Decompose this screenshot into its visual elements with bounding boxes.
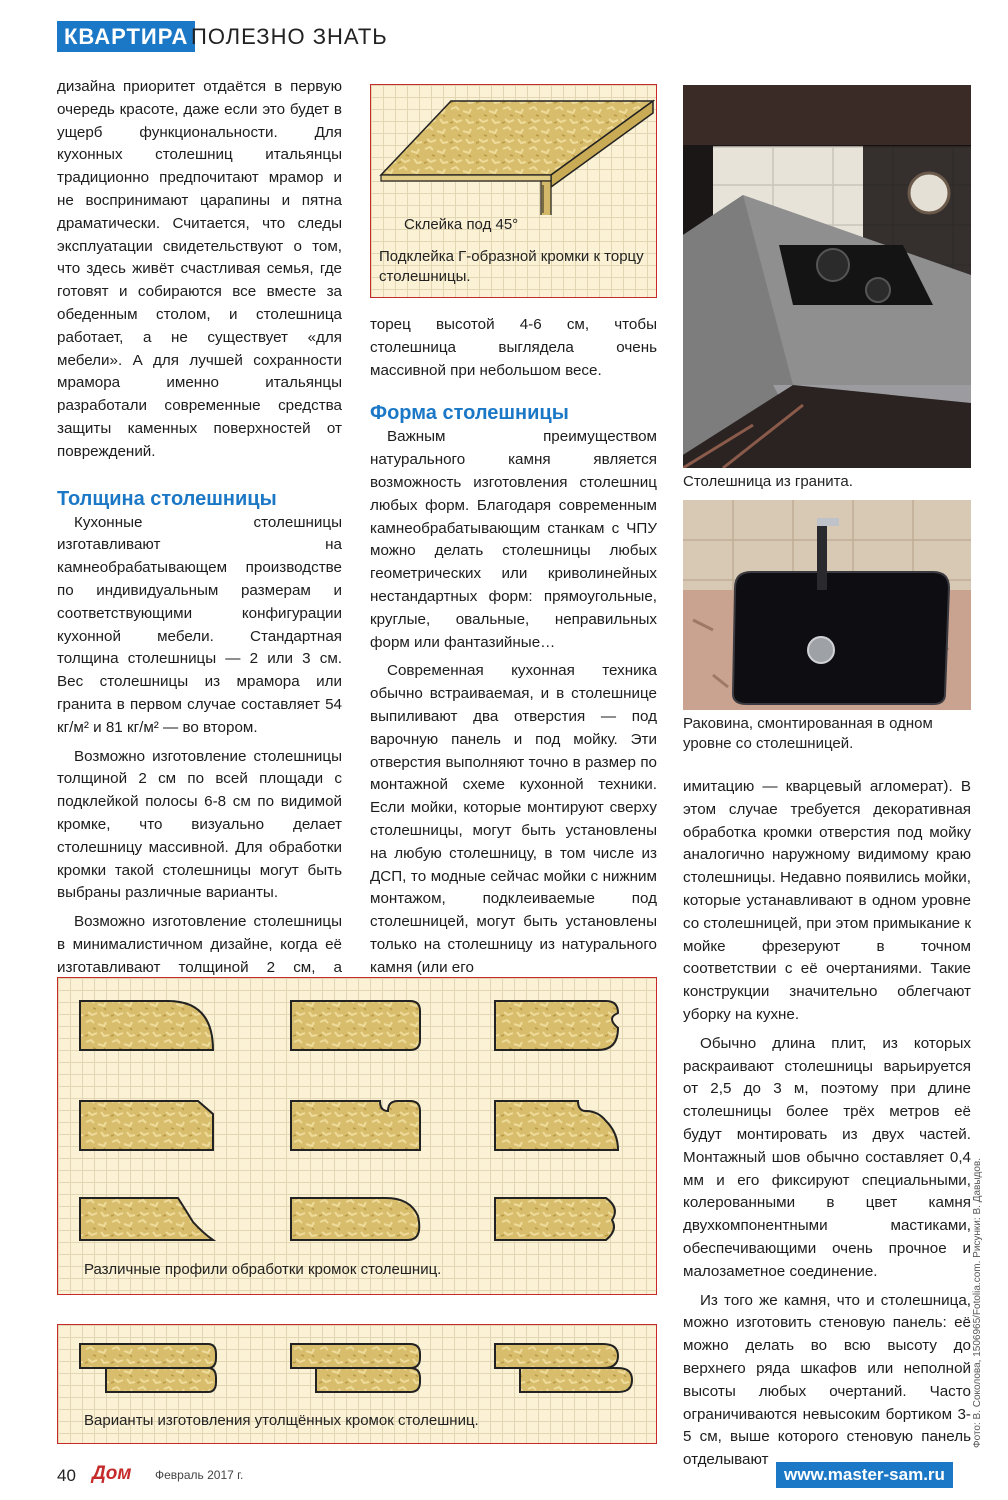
website-link[interactable]: www.master-sam.ru — [776, 1462, 953, 1488]
col3-paragraph-1: имитацию — кварцевый агломерат). В этом случае требуется декоративная обработка кромки отверстия под мойку аналогично наружному видимому краю столешницы. Недавно появились мойки, которые устанавливают в одном уровне со столешницей, при этом примыкание к мойке фрезеруют в точном соответствии с её очертаниями. Такие конструкции значительно облегчают уборку на кухне. — [683, 778, 971, 1023]
thick-edges-drawing — [58, 1325, 655, 1405]
profile-8 — [291, 1198, 419, 1240]
profile-5 — [291, 1101, 420, 1150]
profile-3 — [495, 1001, 618, 1050]
col3-paragraph-2: Обычно длина плит, из которых раскраивают столешницы варьируется от 2,5 до 3 м, поэтому при длине столешницы более трёх метров её будут монтировать из двух частей. Монтажный шов обычно составляет 0,4 мм и его фиксируют специальными, колерованными в цвет камня двухкомпонентными мастиками, обеспечивающими очень прочное и малозаметное соединение. — [683, 1034, 971, 1280]
thick-edge-3 — [495, 1344, 618, 1368]
section-title: ПОЛЕЗНО ЗНАТЬ — [191, 24, 388, 49]
l-edge-diagram — [370, 84, 657, 298]
thick-edge-1b — [106, 1368, 216, 1392]
col1-paragraph-4: Возможно изготовление столешницы в минималистичном дизайне, когда её изготавливают толщиной 2 см, а — [57, 913, 342, 976]
magazine-logo: Дом — [92, 1463, 132, 1484]
sink-photo-caption: Раковина, смонтированная в одном уровне со столешницей. — [683, 715, 933, 752]
col1-paragraph-3: Возможно изготовление столешницы толщиной 2 см по всей площади с подклейкой полосы 6-8 см по видимой кромке, что визуально делает столешницу массивной. Для обработки кромки такой столешницы могут быть выбраны различные варианты. — [57, 747, 342, 902]
profile-9 — [495, 1198, 615, 1240]
sink-image — [683, 500, 971, 710]
glue-label: Склейка под 45° — [404, 216, 519, 233]
col1-paragraph-1: дизайна приоритет отдаётся в первую очередь красоте, даже если это будет в ущерб функциональности. Для кухонных столешниц итальянцы традиционно предпочитают мрамор и не воспринимают царапины и пятна драматически. Считается, что следы эксплуатации свидетельствуют о том, что здесь живёт счастливая семья, где готовят и собираются все вместе за обеденным столом, и столешница работает, а не существует «для мебели». А для лучшей сохранности мрамора именно итальянцы разработали современные средства защиты каменных поверхностей от повреждений. — [57, 78, 342, 460]
column-1 — [57, 76, 342, 1025]
column-2 — [370, 314, 657, 980]
col1-paragraph-2: Кухонные столешницы изготавливают на камнеобрабатывающем производстве по индивидуальным размерам и соответствующими конфигурации кухонной мебели. Стандартная толщина столешницы — 2 или 3 см. Вес столешницы из мрамора или гранита в первом случае составляет 54 кг/м² и 81 кг/м² — во втором. — [57, 513, 342, 736]
section-tag: КВАРТИРА — [57, 21, 195, 52]
edge-profiles-caption: Различные профили обработки кромок столешниц. — [84, 1261, 442, 1278]
thick-edge-3b — [520, 1368, 632, 1392]
granite-countertop-photo — [683, 85, 971, 468]
thick-edge-1 — [80, 1344, 216, 1368]
edge-profiles-drawing — [58, 978, 655, 1248]
profile-7 — [80, 1198, 213, 1240]
profile-2 — [291, 1001, 420, 1050]
heading-shape: Форма столешницы — [370, 402, 569, 425]
profile-6 — [495, 1101, 618, 1150]
column-3 — [683, 776, 971, 1472]
heading-thickness: Толщина столешницы — [57, 487, 277, 510]
edge-profiles-diagram — [57, 977, 657, 1295]
col2-paragraph-1: торец высотой 4-6 см, чтобы столешница выглядела очень массивной при небольшом весе. — [370, 316, 657, 379]
profile-4 — [80, 1101, 213, 1150]
granite-countertop-image — [683, 85, 971, 468]
sink-photo — [683, 500, 971, 710]
photo-credits: Фото: В. Соколова, 1506965/Fotolia.com. Рисунки: В. Давыдов. — [972, 1158, 983, 1448]
col3-paragraph-3: Из того же камня, что и столешница, можно изготовить стеновую панель: её можно делать во всю высоту до верхнего ряда шкафов или неполной высоты любых очертаний. Часто ограничиваются невысоким бортиком 3-5 см, выше которого стеновую панель отделывают — [683, 1291, 971, 1469]
thick-edge-2b — [316, 1368, 420, 1392]
granite-photo-caption: Столешница из гранита. — [683, 473, 853, 490]
l-edge-drawing — [371, 85, 655, 215]
page-number: 40 — [57, 1466, 76, 1485]
thick-edge-2 — [291, 1344, 420, 1368]
l-edge-caption: Подклейка Г-образной кромки к торцу столешницы. — [379, 248, 644, 285]
issue-date: Февраль 2017 г. — [155, 1468, 244, 1482]
profile-1 — [80, 1001, 213, 1050]
col2-paragraph-2: Важным преимуществом натурального камня является возможность изготовления столешниц любых форм. Благодаря современным камнеобрабатывающим станкам с ЧПУ можно делать столешницы любых геометрических или криволинейных нестандартных форм: прямоугольные, круглые, овальные, неправильных форм или фантазийные… — [370, 428, 657, 651]
thick-edges-diagram — [57, 1324, 657, 1444]
thick-edges-caption: Варианты изготовления утолщённых кромок столешниц. — [84, 1412, 479, 1429]
col2-paragraph-3: Современная кухонная техника обычно встраиваемая, и в столешнице выпиливают два отверстия — под варочную панель и под мойку. Эти отверстия выполняют точно в размер по монтажной схеме кухонной техники. Если мойки, которые монтируют сверху столешницы, могут быть установлены на любую столешницу, в том числе из ДСП, то модные сейчас мойки с нижним монтажом, подклеиваемые под столешницей, могут быть установлены только на столешницу из натурального камня (или его — [370, 662, 657, 976]
